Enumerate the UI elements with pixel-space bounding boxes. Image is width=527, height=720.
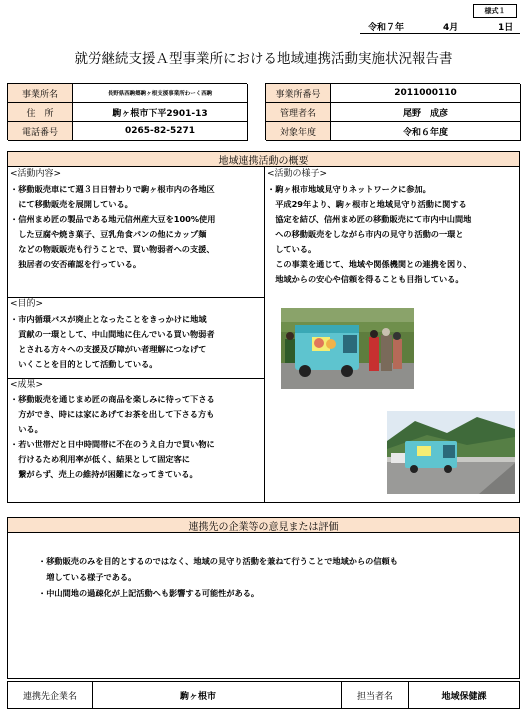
purpose-text: ・市内循環バスが廃止となったことをきっかけに地域 貢献の一環として、中山間地に住んでいる買い物弱者 とされる方々への支援及び障がい者理解につなげて いくことを目的として活動している。	[10, 314, 215, 369]
footer-table	[7, 681, 520, 709]
person-label: 担当者名	[341, 682, 409, 708]
partner-value: 駒ヶ根市	[179, 691, 216, 702]
situation-text: ・駒ヶ根市地域見守りネットワークに参加。 平成29年より、駒ヶ根市と地域見守り活動に関する 協定を結び、信州まめ匠の移動販売にて市内中山間地 への移動販売をしながら市内の見守り活動の一環と している。 この事業を通じて、地域や関係機関との連携を図り、 地域からの安心や信頼を得ることも目指している。	[267, 184, 472, 284]
date-month: 4月	[443, 23, 459, 33]
photo-truck-road	[387, 411, 515, 494]
manager-value: 尾野 成彦	[331, 103, 521, 122]
situation-heading: <活動の様子>	[267, 169, 328, 179]
fiscal-year-value: 令和６年度	[331, 122, 521, 141]
partner-label: 連携先企業名	[8, 682, 93, 708]
date-era: 令和７年	[368, 23, 405, 33]
date-day: 1日	[498, 23, 514, 33]
info-table-right	[265, 83, 520, 140]
office-name-label: 事業所名	[8, 84, 73, 103]
office-name-value: 長野県西駒郷駒ヶ根支援事業所わーく西駒	[73, 84, 248, 103]
result-text: ・移動販売を通じまめ匠の商品を楽しみに待って下さる 方ができ、時には家にあげてお茶を出して下さる方も いる。 ・若い世帯だと日中時間帯に不在のうえ自力で買い物に 行けるため利用率が低く、結果として固定客に 繋がらず、売上の維持が困難になってきている。	[10, 394, 215, 479]
phone-value: 0265-82-5271	[73, 122, 248, 141]
report-date	[360, 19, 520, 33]
office-number-label: 事業所番号	[266, 84, 331, 103]
evaluation-title: 連携先の企業等の意見または評価	[8, 518, 519, 533]
result-divider	[8, 378, 264, 379]
evaluation-text: ・移動販売のみを目的とするのではなく、地域の見守り活動を兼ねて行うことで地域からの信頼も 増している様子である。 ・中山間地の過疎化が上記活動へも影響する可能性がある。	[38, 556, 398, 598]
manager-label: 管理者名	[266, 103, 331, 122]
purpose-divider	[8, 297, 264, 298]
page-title: 就労継続支援Ａ型事業所における地域連携活動実施状況報告書	[74, 51, 453, 67]
photo-mobile-sales	[281, 308, 414, 389]
info-table-left	[7, 83, 247, 140]
office-number-value: 2011000110	[331, 84, 521, 103]
result-heading: <成果>	[10, 380, 44, 390]
evaluation-section	[7, 517, 520, 679]
address-value: 駒ヶ根市下平2901-13	[73, 103, 248, 122]
address-label: 住 所	[8, 103, 73, 122]
form-number: 様式１	[473, 4, 517, 18]
purpose-heading: <目的>	[10, 299, 44, 309]
activity-heading: <活動内容>	[10, 169, 62, 179]
date-underline	[360, 33, 520, 34]
activity-text: ・移動販売車にて週３日日替わりで駒ヶ根市内の各地区 にて移動販売を展開している。 ・信州まめ匠の製品である地元信州産大豆を100%使用 した豆腐や焼き菓子、豆乳角食パンの他にカップ麺 などの物販販売も行うことで、買い物弱者への支援、 独居者の安否確認を行っている。	[10, 184, 216, 269]
person-value: 地域保健課	[441, 691, 487, 702]
fiscal-year-label: 対象年度	[266, 122, 331, 141]
overview-section	[7, 151, 520, 503]
overview-title: 地域連携活動の概要	[8, 152, 519, 167]
overview-divider	[264, 167, 265, 502]
phone-label: 電話番号	[8, 122, 73, 141]
